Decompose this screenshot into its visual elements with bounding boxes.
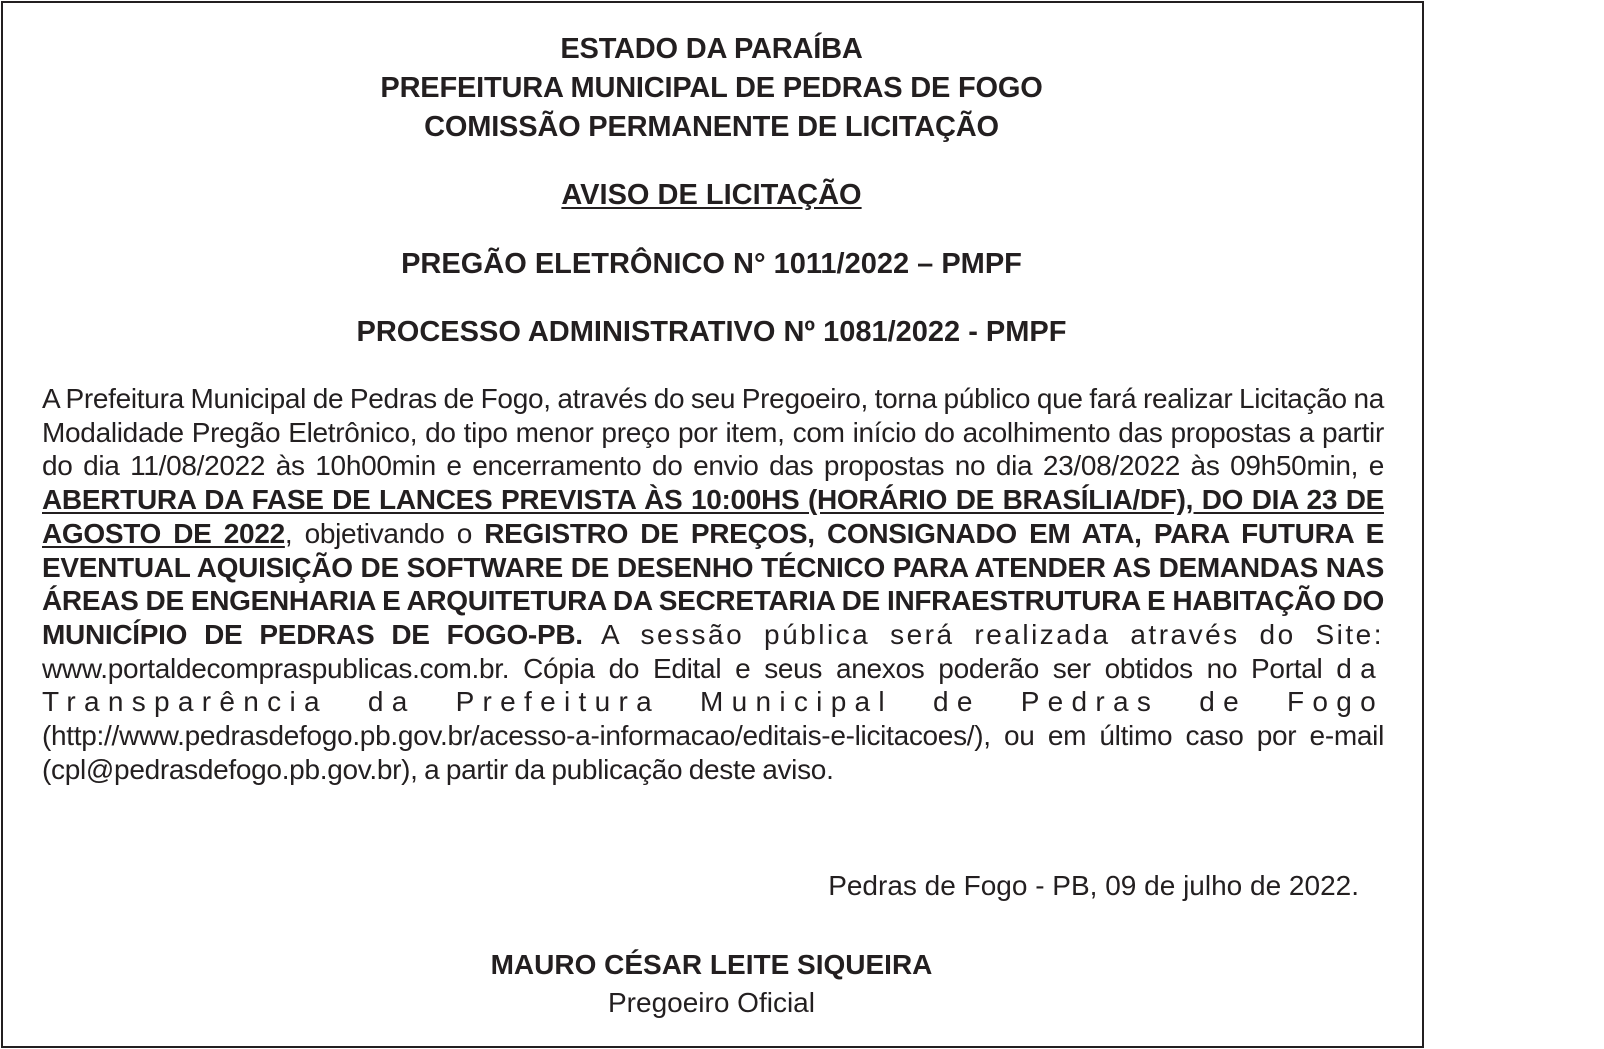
body-site: www.portaldecompraspublicas.com.br.	[42, 652, 510, 684]
body-portal: da Transparência da Prefeitura Municipal de Pedras de Fogo	[42, 652, 1384, 718]
body-object: REGISTRO DE PREÇOS, CONSIGNADO EM ATA, PARA FUTURA E EVENTUAL AQUISIÇÃO DE SOFTWARE DE DESENHO TÉCNICO PARA ATENDER AS DEMANDAS NAS ÁREAS DE ENGENHARIA E ARQUITETURA DA SECRETARIA DE INFRAESTRUTURA E HABITAÇÃO DO MUNICÍPIO DE PEDRAS DE FOGO-PB.	[42, 517, 1384, 650]
date-line: Pedras de Fogo - PB, 09 de julho de 2022.	[828, 870, 1359, 901]
notice-title	[0, 177, 1423, 213]
signer-role: Pregoeiro Oficial	[608, 987, 815, 1018]
processo-number: PROCESSO ADMINISTRATIVO Nº 1081/2022 - PMPF	[356, 316, 1067, 348]
notice-title-text: AVISO DE LICITAÇÃO	[561, 179, 862, 211]
body-opening: ABERTURA DA FASE DE LANCES PREVISTA ÀS 10:00HS (HORÁRIO DE BRASÍLIA/DF), DO DIA 23 DE AGOSTO DE 2022	[42, 484, 1384, 549]
document-header	[0, 30, 1423, 147]
body-url: (http://www.pedrasdefogo.pb.gov.br/acesso-a-informacao/editais-e-licitacoes/), ou em último caso por e-mail (cpl@pedrasdefogo.pb.gov.br), a partir da publicação deste aviso.	[42, 720, 1384, 785]
header-state: ESTADO DA PARAÍBA	[560, 33, 863, 65]
body-session: A sessão pública será realizada através do Site:	[582, 618, 1384, 650]
header-commission: COMISSÃO PERMANENTE DE LICITAÇÃO	[424, 111, 999, 143]
signature-block	[0, 946, 1423, 1022]
body-connector: , objetivando o	[284, 517, 485, 549]
notice-body	[42, 382, 1384, 786]
signer-name: MAURO CÉSAR LEITE SIQUEIRA	[490, 949, 933, 980]
pregao-number: PREGÃO ELETRÔNICO N° 1011/2022 – PMPF	[401, 248, 1022, 280]
body-copy: Cópia do Edital e seus anexos poderão ser obtidos no Portal	[509, 652, 1337, 684]
body-intro: A Prefeitura Municipal de Pedras de Fogo, através do seu Pregoeiro, torna público que fará realizar Licitação na Modalidade Pregão Eletrônico, do tipo menor preço por item, com início do acolhimento das propostas a partir do dia 11/08/2022 às 10h00min e encerramento do envio das propostas no dia 23/08/2022 às 09h50min, e	[42, 383, 1384, 482]
header-prefecture: PREFEITURA MUNICIPAL DE PEDRAS DE FOGO	[380, 72, 1043, 104]
